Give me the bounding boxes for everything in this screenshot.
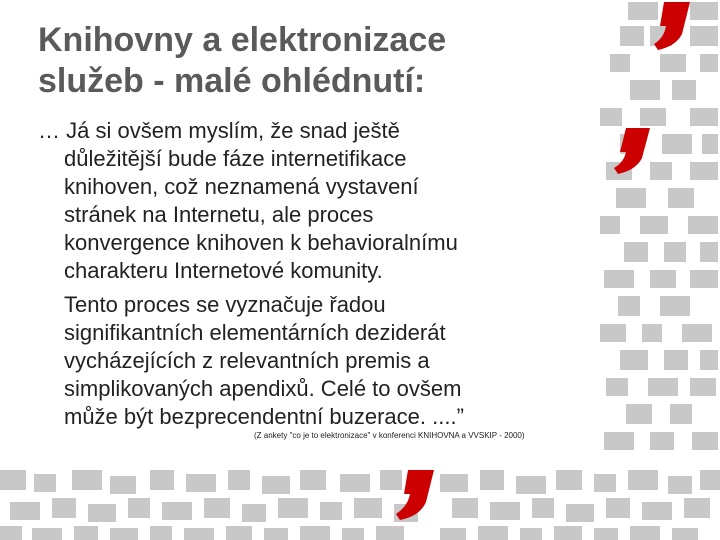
- quote-text: [38, 117, 598, 431]
- title-line: Knihovny a elektronizace: [38, 21, 447, 59]
- quote-line: může být bezprecendentní buzerace. ....”: [64, 404, 464, 429]
- title-line: služeb - malé ohlédnutí:: [38, 62, 426, 100]
- quote-line: signifikantních elementárních deziderát: [64, 320, 446, 345]
- slide-title: [38, 20, 598, 102]
- quote-line: charakteru Internetové komunity.: [64, 258, 383, 283]
- quote-line: simplikovaných apendixů. Celé to ovšem: [64, 376, 462, 401]
- quote-line: Tento proces se vyznačuje řadou: [64, 292, 386, 317]
- source-note: (Z ankety "co je to elektronizace" v konferenci KNIHOVNA a VVSKIP - 2000): [254, 431, 525, 440]
- quote-line: důležitější bude fáze internetifikace: [64, 146, 407, 171]
- quote-line: konvergence knihoven k behavioralnímu: [64, 230, 458, 255]
- quote-line: … Já si ovšem myslím, že snad ještě: [38, 118, 400, 143]
- quote-line: stránek na Internetu, ale proces: [64, 202, 374, 227]
- quote-line: vycházejících z relevantních premis a: [64, 348, 430, 373]
- red-comma-mark-icon: [614, 128, 650, 174]
- quote-line: knihoven, což neznamená vystavení: [64, 174, 419, 199]
